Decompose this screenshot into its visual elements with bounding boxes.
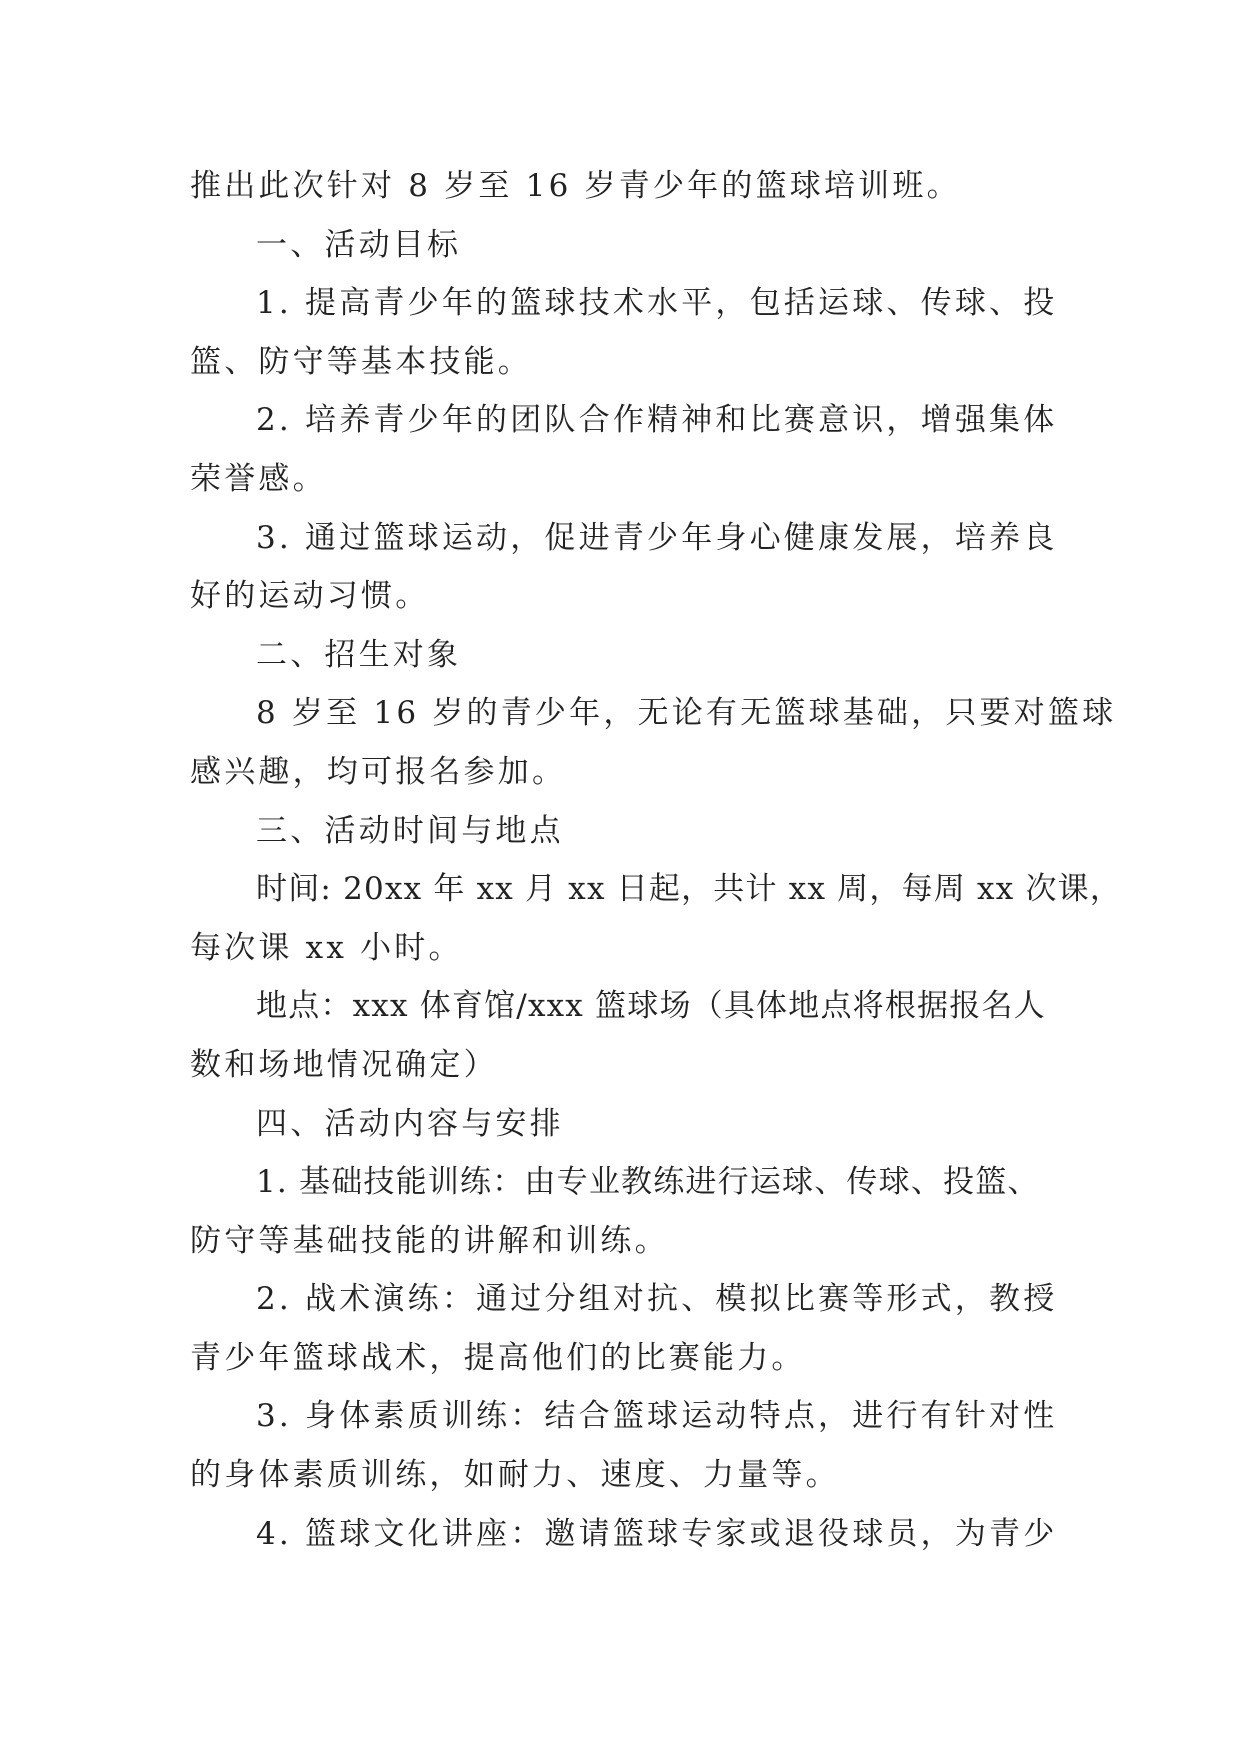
text-line: 的身体素质训练，如耐力、速度、力量等。 xyxy=(190,1457,840,1494)
text-line: 推出此次针对 8 岁至 16 岁青少年的篮球培训班。 xyxy=(190,168,961,204)
text-line: 时间: 20xx 年 xx 月 xx 日起，共计 xx 周，每周 xx 次课， xyxy=(256,871,1123,908)
text-line: 数和场地情况确定） xyxy=(190,1046,498,1083)
text-line: 防守等基础技能的讲解和训练。 xyxy=(190,1222,669,1259)
text-line: 荣誉感。 xyxy=(190,460,327,497)
section-heading-goals: 一、活动目标 xyxy=(256,226,462,263)
text-line: 青少年篮球战术，提高他们的比赛能力。 xyxy=(190,1339,806,1376)
text-line: 每次课 xx 小时。 xyxy=(190,929,463,966)
text-line: 1. 基础技能训练：由专业教练进行运球、传球、投篮、 xyxy=(256,1164,1040,1201)
section-heading-content: 四、活动内容与安排 xyxy=(256,1105,564,1142)
text-line: 感兴趣，均可报名参加。 xyxy=(190,753,567,790)
text-line: 2. 战术演练：通过分组对抗、模拟比赛等形式，教授 xyxy=(256,1281,1058,1318)
text-line: 好的运动习惯。 xyxy=(190,578,430,615)
text-line: 3. 身体素质训练：结合篮球运动特点，进行有针对性 xyxy=(256,1398,1058,1435)
text-line: 1. 提高青少年的篮球技术水平，包括运球、传球、投 xyxy=(256,285,1058,322)
section-heading-enrollment: 二、招生对象 xyxy=(256,636,462,673)
text-line: 8 岁至 16 岁的青少年，无论有无篮球基础，只要对篮球 xyxy=(256,695,1117,732)
text-line: 篮、防守等基本技能。 xyxy=(190,343,532,380)
text-line: 3. 通过篮球运动，促进青少年身心健康发展，培养良 xyxy=(256,519,1058,556)
text-line: 2. 培养青少年的团队合作精神和比赛意识，增强集体 xyxy=(256,402,1058,439)
text-line: 地点：xxx 体育馆/xxx 篮球场（具体地点将根据报名人 xyxy=(256,988,1046,1025)
section-heading-time-place: 三、活动时间与地点 xyxy=(256,812,564,849)
text-line: 4. 篮球文化讲座：邀请篮球专家或退役球员，为青少 xyxy=(256,1515,1058,1552)
document-body xyxy=(190,157,1123,1563)
